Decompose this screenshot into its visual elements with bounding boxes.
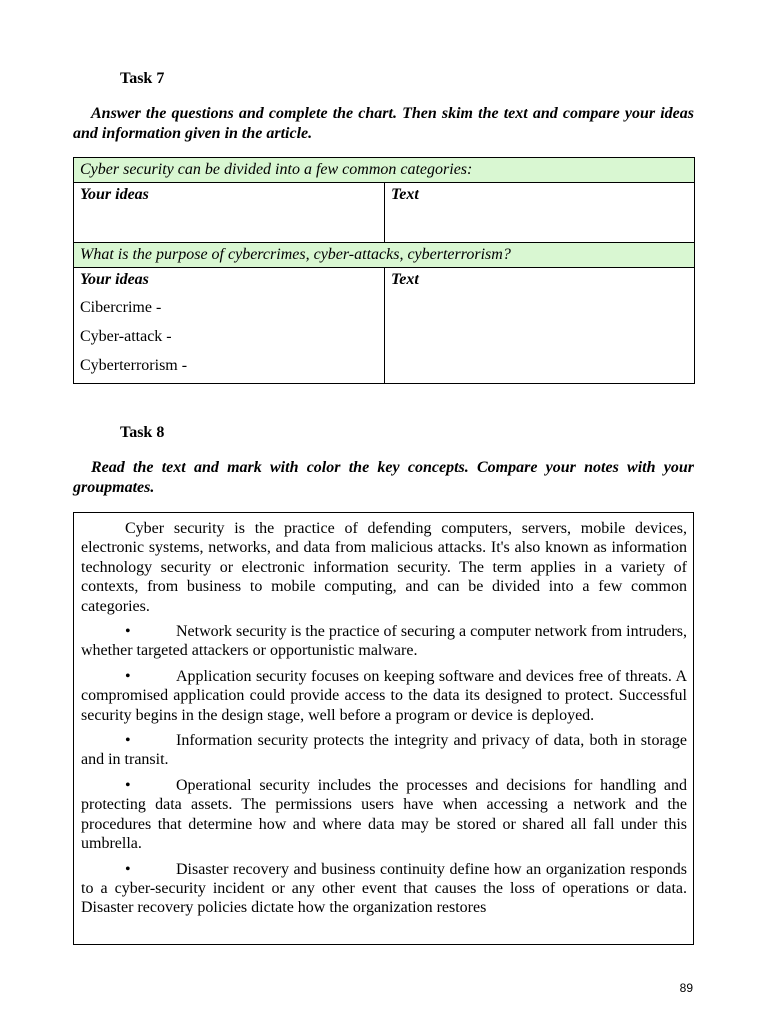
bullet-marker: • — [125, 623, 131, 641]
bullet-text: Disaster recovery and business continuity define how an organization responds to a cyber-security incident or any other event that causes the loss of operations or data. Disaster recovery policies dictate how the organization restores — [81, 860, 687, 917]
bullet-text: Network security is the practice of securing a computer network from intruders, whether targeted attackers or opportunistic malware. — [81, 623, 687, 660]
task8-instruction: Read the text and mark with color the key concepts. Compare your notes with your groupmates. — [73, 459, 694, 496]
task7-instruction: Answer the questions and complete the chart. Then skim the text and compare your ideas and information given in the article. — [73, 105, 694, 142]
chart-row2-ideas-cell[interactable] — [74, 268, 385, 384]
chart-row2-text-cell[interactable] — [385, 268, 695, 384]
ideas-chart — [73, 157, 695, 384]
bullet-operational-security — [81, 776, 687, 854]
bullet-text: Information security protects the integrity and privacy of data, both in storage and in transit. — [81, 732, 687, 769]
task8-heading: Task 8 — [120, 424, 165, 441]
chart-row1-text-cell[interactable] — [385, 183, 695, 243]
page-number: 89 — [679, 981, 693, 995]
chart-row1-ideas-cell[interactable] — [74, 183, 385, 243]
prompt-cyberterrorism: Cyberterrorism - — [80, 357, 188, 374]
bullet-marker: • — [125, 732, 131, 750]
bullet-application-security — [81, 667, 687, 725]
chart-row2-prompt: What is the purpose of cybercrimes, cyber-attacks, cyberterrorism? — [74, 243, 695, 268]
article-text-box — [73, 512, 694, 945]
bullet-disaster-recovery — [81, 860, 687, 918]
bullet-network-security — [81, 622, 687, 661]
bullet-marker: • — [125, 667, 131, 685]
chart-row2-ideas-label: Your ideas — [80, 271, 149, 288]
bullet-text: Operational security includes the processes and decisions for handling and protecting data assets. The permissions users have when accessing a network and the procedures that determine how and where data may be stored or shared all fall under this umbrella. — [81, 776, 687, 853]
chart-row1-prompt: Cyber security can be divided into a few common categories: — [74, 158, 695, 183]
task7-heading: Task 7 — [120, 70, 165, 87]
prompt-cybercrime: Cibercrime - — [80, 299, 162, 316]
article-intro: Cyber security is the practice of defending computers, servers, mobile devices, electronic systems, networks, and data from malicious attacks. It's also known as information technology security or electronic information security. The term applies in a variety of contexts, from business to mobile computing, and can be divided into a few common categories. — [81, 520, 687, 615]
bullet-marker: • — [125, 776, 131, 794]
prompt-cyber-attack: Cyber-attack - — [80, 328, 172, 345]
chart-row1-text-label: Text — [391, 186, 419, 203]
chart-row2-text-label: Text — [391, 271, 419, 288]
chart-row1-ideas-label: Your ideas — [80, 186, 149, 203]
bullet-information-security — [81, 731, 687, 770]
bullet-text: Application security focuses on keeping software and devices free of threats. A compromised application could provide access to the data its designed to protect. Successful security begins in the design stage, well before a program or device is deployed. — [81, 667, 687, 724]
bullet-marker: • — [125, 860, 131, 878]
